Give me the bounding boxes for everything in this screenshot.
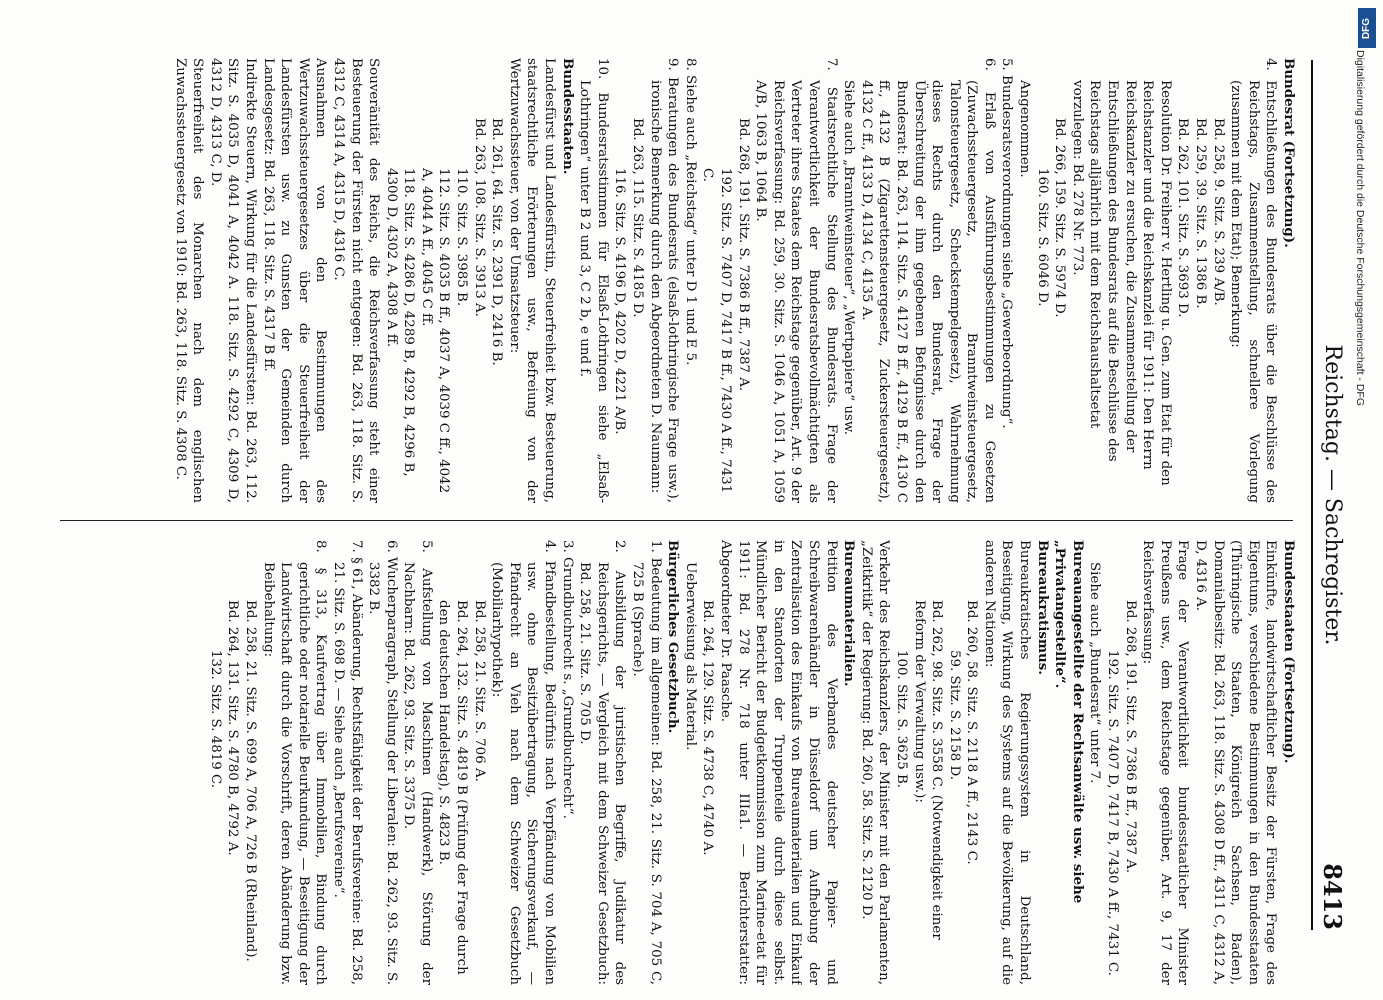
index-ref: Bd. 264, 129. Sitz. S. 4738 C, 4740 A. [700,600,716,856]
index-ref: Bd. 263, 108. Sitz. S. 3913 A. [471,118,487,317]
index-para: Ausnahmen von den Bestimmungen des Wertzuwachssteuergesetzes über die Steuerfreiheit der Landesfürsten usw. zu Gunsten der Gemeinden durch Landesgesetz: Bd. 263, 118. Sitz. S. 4317 B ff. [260,58,329,503]
index-cont: Siehe auch „Branntweinsteuer“, „Wertpapiere“ usw. [841,80,857,435]
index-ref: Bd. 261, 64. Sitz. S. 2391 D, 2416 B. [489,118,505,366]
index-ref: Bd. 262, 98. Sitz. S. 3558 C. (Notwendigkeit einer Reform der Verwaltung usw.): [911,600,945,940]
index-entry: 1. Bedeutung im allgemeinen: Bd. 258, 21. Sitz. S. 704 A, 705 C, 725 B (Sprache). [630,540,663,985]
index-sub: Bureaumaterialien. [841,540,858,687]
index-ref: Bd. 258, 21. Sitz. S. 706 A. [471,600,487,782]
index-entry: 6. Erlaß von Ausführungsbestimmungen zu Gesetzen (Zuwachssteuergesetz, Branntweinsteuergesetz, Talonsteuergesetz, Scheckstempelgesetz), Wahrnehmung dieses Rechts durch den Bundesrat, Frage der Überschreitung der ihm gegebenen Befugnisse durch den Bundesrat: Bd. 263, 114. Sitz. S. 4127 B ff., 4129 B ff., 4130 C ff., 4132 B (Zigarettensteuergesetz, Zuckersteuergesetz), 4132 C ff., 4133 D, 4134 C, 4135 A. [858,58,997,503]
index-sub: Bundesstaaten. [559,58,576,175]
index-sub: Bürgerliches Gesetzbuch. [665,540,682,734]
page-number: 8413 [1318,863,1348,930]
index-ref2: 112. Sitz. S. 4035 B ff., 4037 A, 4039 C ff., 4042 A, 4044 A ff., 4045 C ff. [418,168,452,494]
digitization-credit: Digitalisierung gefördert durch die Deutsche Forschungsgemeinschaft - DFG [1354,50,1366,407]
index-ref: Bd. 260, 58. Sitz. S. 2118 A ff., 2143 C. [964,600,980,865]
page-header [1311,60,1353,930]
index-ref: Bd. 266, 159. Sitz. S. 5974 D. [1052,118,1068,318]
left-column [40,58,1297,503]
index-cont: Angenommen. [1017,80,1033,178]
index-para: Petition des Verbandes deutscher Papier- und Schreibwarenhändler in Düsseldorf um Aufhebung der Zentralisation des Einkaufs von Bureaumaterialien und Einkauf in den Standorten der Truppenteile durch diese selbst. Mündlicher Bericht der Budgetkommission zum Marine-etat für 1911: Bd. 278 Nr. 718 unter IIIa1. — Berichterstatter: Abgeordneter Dr. Paasche. [718,540,839,985]
index-ref: Bd. 264, 131. Sitz. S. 4780 B, 4792 A. [225,600,241,856]
index-para: Indirekte Steuern, Wirkung für die Landesfürsten: Bd. 263, 112. Sitz. S. 4035 D, 4041 A, 4042 A. 118. Sitz. S. 4292 C, 4309 D, 4312 D, 4313 C, D. [207,58,258,503]
index-ref: Bd. 262, 101. Sitz. S. 3693 D. [1175,118,1191,318]
index-cont: Resolution Dr. Freiherr v. Hertling u. Gen. zum Etat für den Reichstanzler und die Reichskanzlei für 1911: Den Herrn Reichskanzler zu ersuchen, die Zusammenstellung der Entschließungen des Bundesrats auf die Beschlüsse des Reichstags alljährlich mit dem Reichshaushaltsetat vorzulegen: Bd. 278 Nr. 773. [1069,80,1173,486]
index-entry: 8. § 313, Kaufvertrag über Immobilien, Bindung durch gerichtliche oder notarielle Beurkundung, — Beseitigung der Landwirtschaft durch die Vorschrift, deren Abänderung bzw. Beibehaltung: [260,540,329,985]
index-ref2: 59. Sitz. S. 2158 D. [946,650,962,781]
index-entry: 4. Entschließungen des Bundesrats über die Beschlüsse des Reichstags, Zusammenstellung, schnellere Vorlegung (zusammen mit dem Etat); Bemerkung: [1228,58,1279,503]
index-para: Verkehr des Reichskanzlers, der Minister mit den Parlamenten, „Zeitkritik“ der Regierung: Bd. 260, 58. Sitz. S. 2120 D. [858,540,892,985]
index-entry: 4. Pfandbestellung, Bedürfnis nach Verpfändung von Mobilien usw. ohne Besitzübertragung, Sicherungsverkauf, — Pfandrecht an Vieh nach dem Schweizer Gesetzbuch (Mobiliarhypothek): [489,540,558,985]
index-para: Landesfürst und Landesfürstin, Steuerfreiheit bzw. Besteuerung, staatsrechtliche Erörterungen usw., Befreiung von der Wertzuwachssteuer, von der Umsatzsteuer: [506,58,558,503]
index-ref: Bd. 264, 132. Sitz. S. 4819 B (Prüfung der Frage durch den deutschen Handelstag), S. 4823 B. [436,600,470,975]
index-ref2: 110. Sitz. S. 3985 B. [454,168,470,307]
index-ref2: 192. Sitz. S. 7407 D, 7417 B ff., 7430 A ff., 7431 C. [700,168,733,494]
index-para: Bureaukratisches Regierungssystem in Deutschland, Beseitigung, Wirkung des Systems auf die Bevölkerung, auf die anderen Nationen: [981,540,1033,985]
index-entry: 7. Staatsrechtliche Stellung des Bundesrats. Frage der Verantwortlichkeit der Bundesratsbevollmächtigten als Vertreter ihres Staates dem Reichstage gegenüber, Art. 9 der Reichsverfassung: Bd. 259, 30. Sitz. S. 1046 A, 1051 A, 1059 A/B, 1063 B, 1064 B. [753,58,839,503]
index-entry: 5. Bundesratsverordnungen siehe „Gewerbeordnung“. [999,58,1015,429]
index-sub: Bureauangestellte der Rechtsanwälte usw. siehe „Privatangestellte“. [1052,540,1086,904]
index-ref: Bd. 258, 9. Sitz. S. 239 A/B. [1210,118,1226,306]
index-cont: Ueberweisung als Material. [682,562,698,751]
index-ref: Bd. 268, 191. Sitz. S. 7386 B ff., 7387 A. [735,118,751,392]
index-entry: 7. § 61, Abänderung, Rechtsfähigkeit der Berufsvereine: Bd. 258, 21. Sitz. S. 698 D. — Siehe auch „Berufsvereine“. [330,540,364,985]
column-divider [60,520,1293,521]
index-heading: Bundesrat (Fortsetzung). [1281,58,1297,248]
running-title: Reichstag. — Sachregister. [1320,344,1346,646]
index-entry: 3. Grundbuchrecht s. „Grundbuchrecht“. [559,540,575,819]
index-entry: 2. Ausbildung der juristischen Begriffe, Judikatur des Reichsgerichts, — Vergleich mit dem Schweizer Gesetzbuch: Bd. 258, 21. Sitz. S. 705 D. [577,540,628,985]
index-ref: Bd. 259, 39. Sitz. S. 1386 B. [1193,118,1209,309]
index-heading: Bundesstaaten (Fortsetzung). [1281,540,1297,764]
index-ref2: 116. Sitz. S. 4196 D, 4202 D, 4221 A/B. [612,168,628,435]
dfg-logo-icon: DFG [1358,8,1376,48]
index-cont: Siehe auch „Bundesrat“ unter 7. [1087,562,1103,784]
index-para: Steuerfreiheit des Monarchen nach dem englischen Zuwachssteuergesetz von 1910: Bd. 263, 118. Sitz. S. 4308 C. [172,58,206,503]
index-para: Souveränität des Reichs, die Reichsverfassung steht einer Besteuerung der Fürsten nicht entgegen: Bd. 263, 118. Sitz. S. 4312 C, 4314 A, 4315 D, 4316 C. [330,58,382,503]
index-ref2: 192. Sitz. S. 7407 D, 7417 B, 7430 A ff., 7431 C. [1105,650,1121,976]
index-entry: 10. Bundesratsstimmen für Elsaß-Lothringen siehe „Elsaß-Lothringen“ unter B 2 und 3, C 2 b, e und f. [577,58,610,503]
index-entry: 8. Siehe auch „Reichstag“ unter D 1 und E 5. [682,58,698,366]
index-ref2: 132. Sitz. S. 4819 C. [207,650,223,789]
index-ref: Bd. 263, 115. Sitz. S. 4185 D. [630,118,646,318]
index-entry: 9. Beratungen des Bundesrats (elsaß-lothringische Frage usw.), ironische Bemerkung durch den Abgeordneten D. Naumann: [647,58,681,503]
index-sub: Bureaukratismus. [1034,540,1051,675]
index-entry: 6. Wucherparagraph, Stellung der Liberalen: Bd. 262, 93. Sitz. S. 3382 B. [366,540,399,985]
index-ref: Bd. 268, 191. Sitz. S. 7386 B ff., 7387 A. [1122,600,1138,874]
index-para: Frage der Verantwortlichkeit bundesstaatlicher Minister Preußens usw., dem Reichstage gegenüber, Art. 9, 17 der Reichsverfassung: [1140,540,1191,985]
index-ref2: 118. Sitz. S. 4286 D, 4289 B, 4292 B, 4296 B, 4300 D, 4302 A, 4308 A ff. [383,168,417,477]
index-ref2: 100. Sitz. S. 3625 B. [893,650,909,789]
index-entry: 5. Aufstellung von Maschinen (Handwerk), Störung der Nachbarn: Bd. 262, 93. Sitz. S. 3375 D. [401,540,434,985]
index-para: Einkünfte, landwirtschaftlicher Besitz der Fürsten, Frage des Eigentums, verschiedene Bestimmungen in den Bundesstaaten (Thüringische Staaten, Königreich Sachsen, Baden), Domanialbesitz: Bd. 263, 118. Sitz. S. 4308 D ff., 4311 C, 4312 A, D, 4316 A. [1193,540,1279,985]
right-column [40,540,1297,985]
index-ref2: 160. Sitz. S. 6046 D. [1034,168,1050,307]
index-ref: Bd. 258, 21. Sitz. S. 699 A, 706 A, 726 B (Rheinland). [242,600,258,962]
